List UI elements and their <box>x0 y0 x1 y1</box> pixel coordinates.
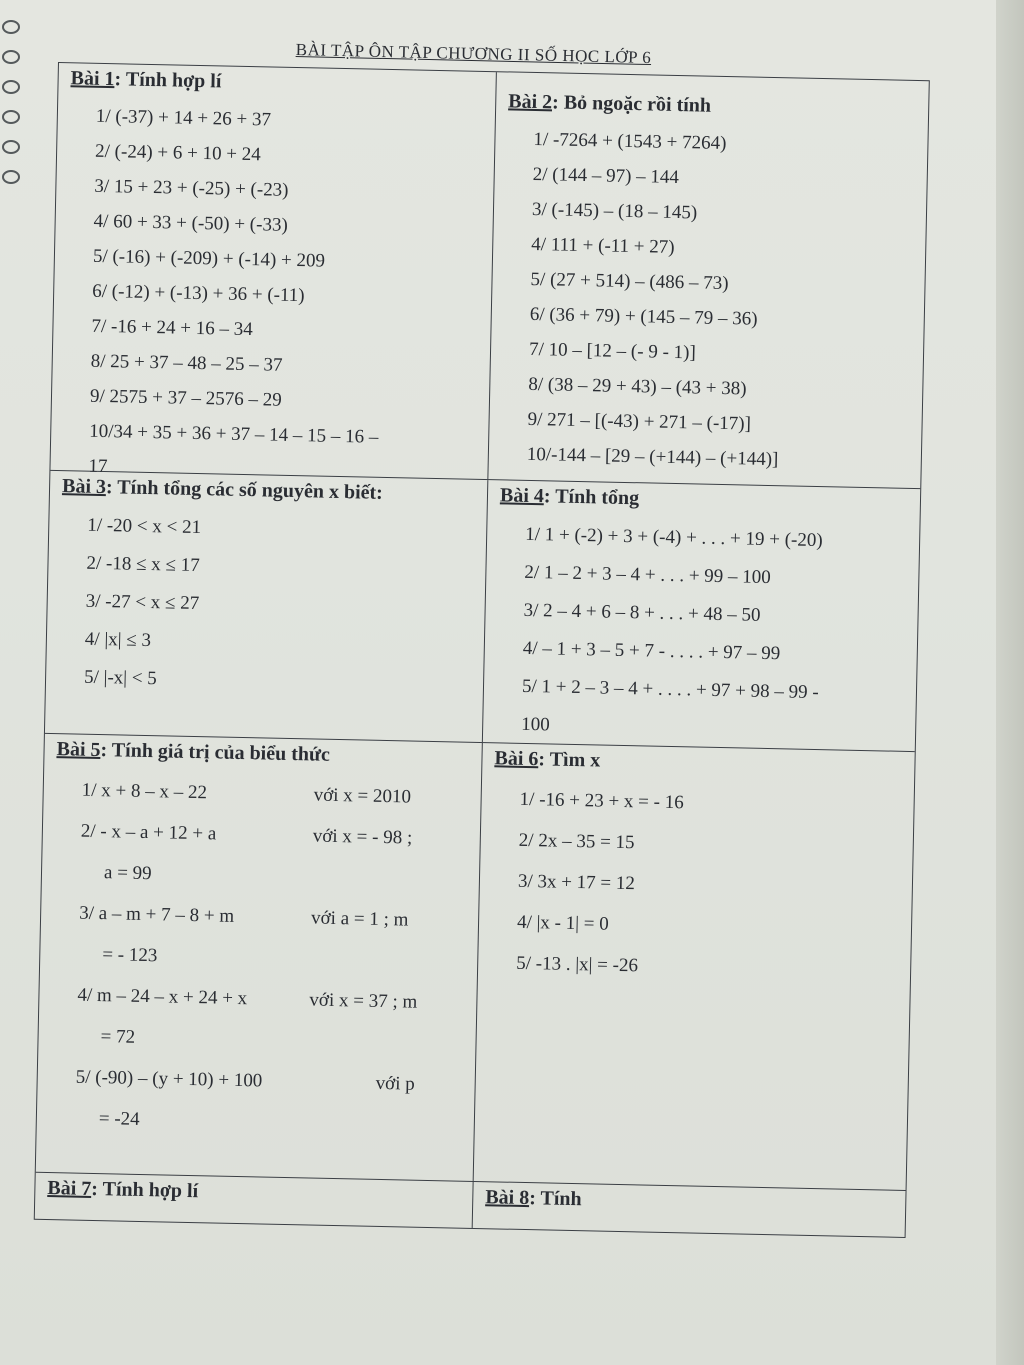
exercise-item: 2/ -18 ≤ x ≤ 17 <box>86 552 200 577</box>
exercise-item: 4/ m – 24 – x + 24 + x với x = 37 ; m <box>77 984 418 1013</box>
exercise-6-cell <box>474 743 915 1190</box>
exercise-item: 6/ (36 + 79) + (145 – 79 – 36) <box>529 303 758 330</box>
exercise-item: 3/ a – m + 7 – 8 + m với a = 1 ; m <box>78 902 409 931</box>
exercise-4-cell <box>483 480 920 751</box>
exercise-item: 5/ (-90) – (y + 10) + 100 với p <box>75 1066 415 1095</box>
exercise-item: 7/ -16 + 24 + 16 – 34 <box>91 315 253 341</box>
exercise-item-continuation: 100 <box>521 713 550 736</box>
exercise-4-heading: Bài 4: Tính tổng <box>499 484 640 510</box>
exercise-item-continuation: = - 123 <box>102 944 158 967</box>
exercise-item: 5/ (-16) + (-209) + (-14) + 209 <box>92 245 326 272</box>
exercise-5-cell <box>36 734 483 1181</box>
exercise-item: 4/ |x| ≤ 3 <box>84 628 152 652</box>
exercise-item: 7/ 10 – [12 – (- 9 - 1)] <box>528 338 697 364</box>
exercise-item: 8/ (38 – 29 + 43) – (43 + 38) <box>528 373 747 400</box>
exercise-1-cell <box>50 63 496 479</box>
exercise-item: 2/ (144 – 97) – 144 <box>532 163 680 189</box>
exercise-item: 5/ |-x| < 5 <box>83 666 158 690</box>
exercise-item: 2/ 1 – 2 + 3 – 4 + . . . + 99 – 100 <box>524 561 772 589</box>
table-row <box>45 470 920 751</box>
exercise-6-heading: Bài 6: Tìm x <box>494 747 601 772</box>
exercise-item: 1/ -20 < x < 21 <box>87 514 202 539</box>
exercise-5-heading: Bài 5: Tính giá trị của biểu thức <box>56 738 331 766</box>
exercise-item-continuation: a = 99 <box>103 862 152 885</box>
exercise-item: 5/ 1 + 2 – 3 – 4 + . . . . + 97 + 98 – 99 - <box>521 675 819 704</box>
exercise-item-continuation: 17 <box>88 455 108 478</box>
exercise-item: 9/ 2575 + 37 – 2576 – 29 <box>89 385 282 411</box>
binder-rings <box>2 20 24 200</box>
exercise-item: 6/ (-12) + (-13) + 36 + (-11) <box>91 280 305 307</box>
exercise-item: 1/ x + 8 – x – 22 với x = 2010 <box>81 779 412 808</box>
exercise-2-cell <box>488 72 928 488</box>
exercise-item: 2/ (-24) + 6 + 10 + 24 <box>94 140 261 166</box>
exercise-1-heading: Bài 1: Tính hợp lí <box>70 67 222 93</box>
exercise-item: 10/34 + 35 + 36 + 37 – 14 – 15 – 16 – <box>89 420 379 448</box>
exercise-item: 3/ 15 + 23 + (-25) + (-23) <box>94 175 289 201</box>
worksheet-title: BÀI TẬP ÔN TẬP CHƯƠNG II SỐ HỌC LỚP 6 <box>295 40 652 68</box>
exercise-item: 2/ - x – a + 12 + a với x = - 98 ; <box>80 820 413 849</box>
exercise-item: 3/ (-145) – (18 – 145) <box>531 198 698 224</box>
exercise-item: 4/ |x - 1| = 0 <box>516 911 609 935</box>
exercise-item: 9/ 271 – [(-43) + 271 – (-17)] <box>527 408 752 435</box>
exercise-item: 3/ -27 < x ≤ 27 <box>85 590 200 615</box>
exercise-item: 3/ 2 – 4 + 6 – 8 + . . . + 48 – 50 <box>523 599 761 626</box>
exercise-item: 4/ – 1 + 3 – 5 + 7 - . . . . + 97 – 99 <box>522 637 781 665</box>
paper-stack-edge <box>996 0 1024 1365</box>
exercise-item: 5/ (27 + 514) – (486 – 73) <box>530 268 729 295</box>
exercise-item-continuation: = 72 <box>100 1026 136 1048</box>
exercise-item-continuation: = -24 <box>98 1108 140 1130</box>
exercise-item: 1/ -7264 + (1543 + 7264) <box>533 128 727 155</box>
exercise-item: 1/ -16 + 23 + x = - 16 <box>519 788 684 814</box>
exercise-8-heading: Bài 8: Tính <box>485 1186 582 1211</box>
exercise-item: 4/ 60 + 33 + (-50) + (-33) <box>93 210 288 236</box>
exercise-7-cell <box>35 1173 474 1228</box>
exercise-item: 2/ 2x – 35 = 15 <box>518 829 635 854</box>
exercise-item: 1/ (-37) + 14 + 26 + 37 <box>95 105 272 131</box>
table-row <box>50 63 928 488</box>
exercise-3-heading: Bài 3: Tính tổng các số nguyên x biết: <box>61 475 384 504</box>
exercise-item: 5/ -13 . |x| = -26 <box>516 952 639 977</box>
exercise-3-cell <box>45 471 488 742</box>
exercise-item: 8/ 25 + 37 – 48 – 25 – 37 <box>90 350 283 376</box>
exercise-2-heading: Bài 2: Bỏ ngoặc rồi tính <box>508 90 712 117</box>
exercise-item: 3/ 3x + 17 = 12 <box>517 870 636 895</box>
exercise-7-heading: Bài 7: Tính hợp lí <box>47 1177 199 1203</box>
exercise-8-cell <box>473 1182 906 1237</box>
table-row <box>36 733 915 1190</box>
exercise-table <box>34 62 930 1238</box>
exercise-item: 1/ 1 + (-2) + 3 + (-4) + . . . + 19 + (-20) <box>524 523 823 552</box>
exercise-item: 4/ 111 + (-11 + 27) <box>531 233 675 258</box>
exercise-item: 10/-144 – [29 – (+144) – (+144)] <box>526 443 779 471</box>
